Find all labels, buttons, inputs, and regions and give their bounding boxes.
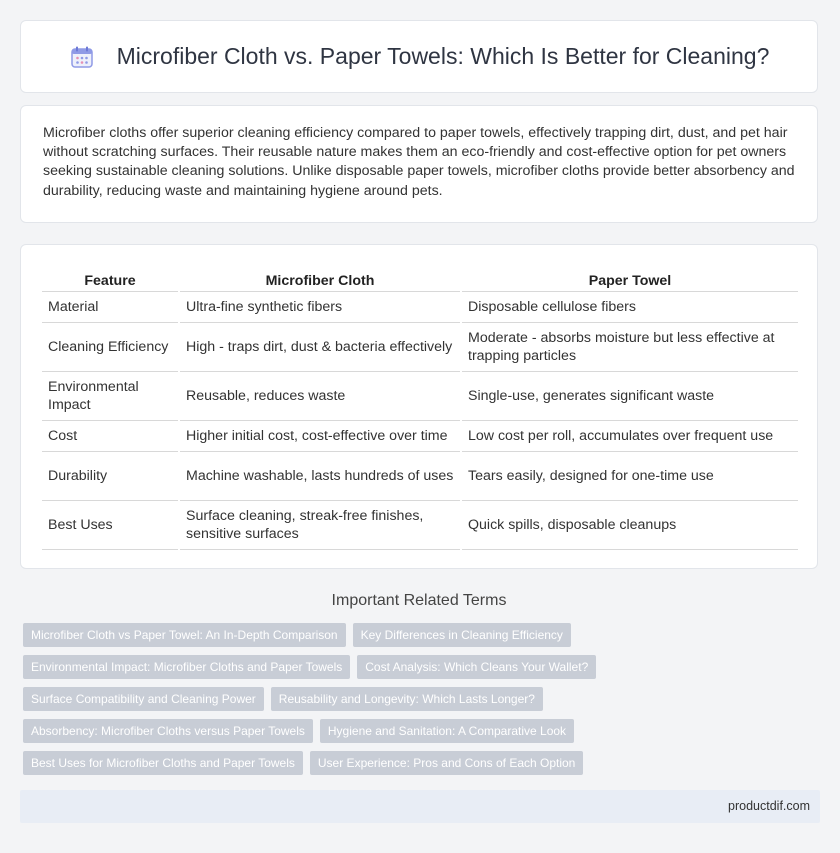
title-card [20, 20, 818, 93]
related-tag[interactable]: Key Differences in Cleaning Efficiency [353, 623, 571, 647]
tag-row [23, 719, 813, 743]
table-row [42, 501, 798, 550]
table-row [42, 421, 798, 452]
cell-microfiber: Surface cleaning, streak-free finishes, sensitive surfaces [180, 501, 460, 550]
intro-paragraph: Microfiber cloths offer superior cleaning efficiency compared to paper towels, effectively trapping dirt, dust, and pet hair without scratching surfaces. Their reusable nature makes them an eco-friendly and cost-effective option for pet owners seeking sustainable cleaning solutions. Unlike disposable paper towels, microfiber cloths provide better absorbency and durability, reducing waste and maintaining hygiene around pets. [43, 125, 795, 199]
cell-microfiber: Machine washable, lasts hundreds of uses [180, 452, 460, 501]
page-title [69, 43, 770, 70]
cell-paper-towel: Quick spills, disposable cleanups [462, 501, 798, 550]
cell-feature: Cost [42, 421, 178, 452]
cell-paper-towel: Disposable cellulose fibers [462, 292, 798, 323]
cell-feature: Cleaning Efficiency [42, 323, 178, 372]
header-microfiber: Microfiber Cloth [180, 265, 460, 292]
related-tag[interactable]: Environmental Impact: Microfiber Cloths and Paper Towels [23, 655, 350, 679]
cell-microfiber: High - traps dirt, dust & bacteria effectively [180, 323, 460, 372]
tag-row [23, 623, 813, 647]
footer [20, 790, 820, 823]
cell-paper-towel: Moderate - absorbs moisture but less effective at trapping particles [462, 323, 798, 372]
related-tags [23, 623, 813, 783]
related-tag[interactable]: Surface Compatibility and Cleaning Power [23, 687, 264, 711]
related-tag[interactable]: Microfiber Cloth vs Paper Towel: An In-Depth Comparison [23, 623, 346, 647]
table-header-row [42, 265, 798, 292]
intro-card [20, 105, 818, 223]
table-row [42, 323, 798, 372]
header-paper-towel: Paper Towel [462, 265, 798, 292]
tag-row [23, 751, 813, 775]
table-row [42, 372, 798, 421]
cell-feature: Best Uses [42, 501, 178, 550]
related-tag[interactable]: Best Uses for Microfiber Cloths and Paper Towels [23, 751, 303, 775]
related-tag[interactable]: Cost Analysis: Which Cleans Your Wallet? [357, 655, 596, 679]
tag-row [23, 687, 813, 711]
table-row [42, 292, 798, 323]
comparison-table-card [20, 244, 818, 569]
footer-site-link[interactable]: productdif.com [728, 799, 810, 813]
related-tag[interactable]: Absorbency: Microfiber Cloths versus Paper Towels [23, 719, 313, 743]
page-title-text: Microfiber Cloth vs. Paper Towels: Which Is Better for Cleaning? [116, 43, 770, 69]
related-terms-section [20, 590, 818, 770]
related-terms-heading: Important Related Terms [331, 592, 507, 609]
cell-microfiber: Ultra-fine synthetic fibers [180, 292, 460, 323]
cell-paper-towel: Tears easily, designed for one-time use [462, 452, 798, 501]
cell-feature: Environmental Impact [42, 372, 178, 421]
cell-microfiber: Reusable, reduces waste [180, 372, 460, 421]
table-row [42, 452, 798, 501]
cell-feature: Material [42, 292, 178, 323]
header-feature: Feature [42, 265, 178, 292]
calendar-icon [69, 44, 95, 70]
tag-row [23, 655, 813, 679]
related-tag[interactable]: User Experience: Pros and Cons of Each Option [310, 751, 583, 775]
cell-paper-towel: Low cost per roll, accumulates over frequent use [462, 421, 798, 452]
cell-microfiber: Higher initial cost, cost-effective over time [180, 421, 460, 452]
cell-feature: Durability [42, 452, 178, 501]
related-tag[interactable]: Reusability and Longevity: Which Lasts Longer? [271, 687, 543, 711]
cell-paper-towel: Single-use, generates significant waste [462, 372, 798, 421]
related-tag[interactable]: Hygiene and Sanitation: A Comparative Look [320, 719, 574, 743]
comparison-table [40, 265, 800, 550]
